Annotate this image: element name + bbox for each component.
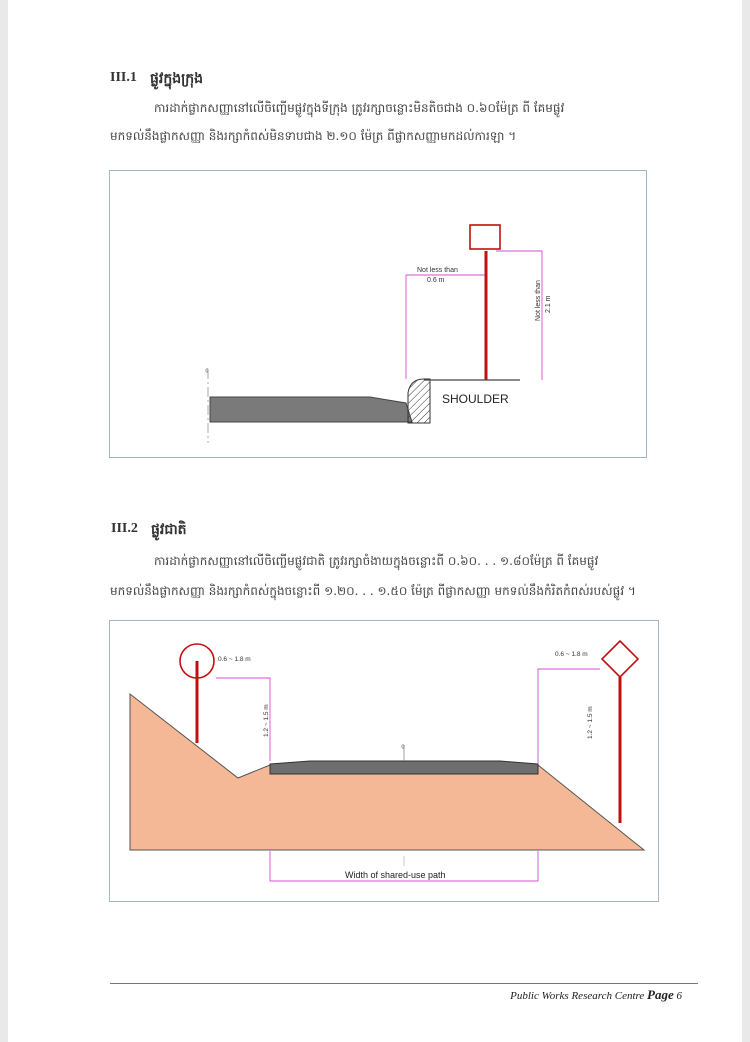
sign-panel <box>470 225 500 249</box>
centerline-mark: ¢ <box>401 744 405 751</box>
diagram-canvas <box>110 621 658 901</box>
path-width-label: Width of shared-use path <box>345 870 446 880</box>
document-page <box>8 0 742 1042</box>
offset-label: Not less than <box>417 267 458 274</box>
right-height-label: 1.2 ~ 1.5 m <box>587 706 594 739</box>
offset-dimension <box>406 275 486 379</box>
road-surface <box>270 761 538 774</box>
paragraph-line: មកទល់នឹងផ្លាកសញ្ញា និងរក្សាកំពស់មិនទាបជាង ២.១០ ម៉ែត្រ ពីផ្លាកសញ្ញាមកដល់ការឡា ។ <box>110 129 517 143</box>
national-road-sign-placement-diagram <box>109 620 659 902</box>
section-number: III.2 <box>111 521 138 536</box>
page-footer <box>510 987 682 1003</box>
road-surface <box>210 397 412 422</box>
section-number: III.1 <box>110 70 137 85</box>
paragraph-line: មកទល់នឹងផ្លាកសញ្ញា និងរក្សាកំពស់ក្នុងចន្លោះពី ១.២០. . . ១.៥០ ម៉ែត្រ ពីផ្លាកសញ្ញា មកទល់នឹងកំរិតកំពស់របស់ផ្លូវ ។ <box>110 584 636 598</box>
paragraph-line: ការដាក់ផ្លាកសញ្ញានៅលើចិញ្ចើមផ្លូវជាតិ ត្រូវរក្សាចំងាយក្នុងចន្លោះពី ០.៦០. . . ១.៨០ម៉ែត្រ ពី គែមផ្លូវ <box>154 554 599 568</box>
footer-page-word: Page <box>647 987 674 1002</box>
right-offset-label: 0.6 ~ 1.8 m <box>555 651 588 658</box>
footer-org: Public Works Research Centre <box>510 990 645 1002</box>
diagram-canvas <box>110 171 646 457</box>
urban-sign-placement-diagram <box>109 170 647 458</box>
centerline-mark: ¢ <box>205 368 209 375</box>
left-height-label: 1.2 ~ 1.5 m <box>263 704 270 737</box>
shoulder-label: SHOULDER <box>442 392 509 406</box>
footer-page-number: 6 <box>676 990 682 1002</box>
paragraph-line: ការដាក់ផ្លាកសញ្ញានៅលើចិញ្ចើមផ្លូវក្នុងទីក្រុង ត្រូវរក្សាចន្លោះមិនតិចជាង ០.៦០ម៉ែត្រ ពី គែមផ្លូវ <box>154 101 565 115</box>
right-diamond-sign <box>602 641 638 677</box>
height-value: 2.1 m <box>545 295 552 313</box>
section-title: ផ្លូវក្នុងក្រុង <box>150 71 204 87</box>
left-dimensions <box>216 678 270 761</box>
left-offset-label: 0.6 ~ 1.8 m <box>218 656 251 663</box>
offset-value: 0.6 m <box>427 277 445 284</box>
curb <box>408 379 430 423</box>
section-title: ផ្លូវជាតិ <box>151 522 187 538</box>
height-label: Not less than <box>535 280 542 321</box>
footer-rule <box>110 983 698 984</box>
